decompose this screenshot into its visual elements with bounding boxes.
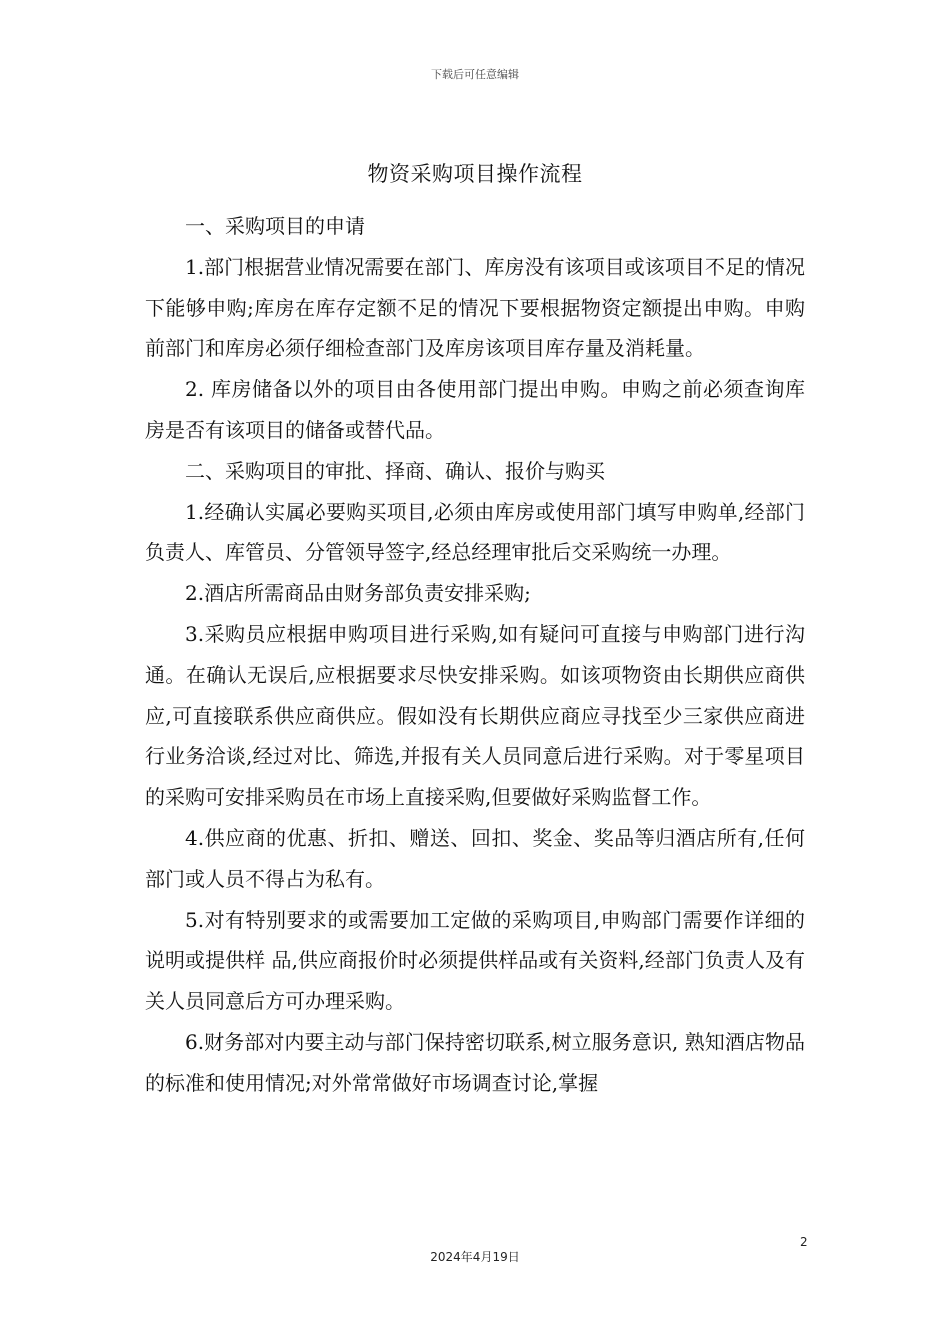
document-title: 物资采购项目操作流程 <box>367 162 583 186</box>
section-heading-2: 二、采购项目的审批、择商、确认、报价与购买 <box>185 458 605 483</box>
footer-date: 2024年4月19日 <box>430 1250 520 1264</box>
paragraph: 6.财务部对内要主动与部门保持密切联系,树立服务意识, 熟知酒店物品的标准和使用情况;对外常常做好市场调查讨论,掌握 <box>145 1029 805 1095</box>
paragraph: 5.对有特别要求的或需要加工定做的采购项目,申购部门需要作详细的说明或提供样 品,供应商报价时必须提供样品或有关资料,经部门负责人及有关人员同意后方可办理采购。 <box>145 907 805 1014</box>
document-body <box>145 206 805 1104</box>
paragraph: 2.酒店所需商品由财务部负责安排采购; <box>185 581 531 606</box>
paragraph: 2. 库房储备以外的项目由各使用部门提出申购。申购之前必须查询库房是否有该项目的储备或替代品。 <box>145 377 805 442</box>
page-header: 下载后可任意编辑 <box>431 68 519 81</box>
paragraph: 1.经确认实属必要购买项目,必须由库房或使用部门填写申购单,经部门负责人、库管员、分管领导签字,经总经理审批后交采购统一办理。 <box>145 499 805 565</box>
paragraph: 1.部门根据营业情况需要在部门、库房没有该项目或该项目不足的情况下能够申购;库房在库存定额不足的情况下要根据物资定额提出申购。申购前部门和库房必须仔细检查部门及库房该项目库存量及消耗量。 <box>145 254 805 361</box>
paragraph: 4.供应商的优惠、折扣、赠送、回扣、奖金、奖品等归酒店所有,任何部门或人员不得占为私有。 <box>145 825 805 891</box>
paragraph: 3.采购员应根据申购项目进行采购,如有疑问可直接与申购部门进行沟通。在确认无误后,应根据要求尽快安排采购。如该项物资由长期供应商供应,可直接联系供应商供应。假如没有长期供应商应寻找至少三家供应商进行业务洽谈,经过对比、筛选,并报有关人员同意后进行采购。对于零星项目的采购可安排采购员在市场上直接采购,但要做好采购监督工作。 <box>145 621 805 810</box>
page-number: 2 <box>800 1235 808 1249</box>
section-heading-1: 一、采购项目的申请 <box>185 214 365 238</box>
